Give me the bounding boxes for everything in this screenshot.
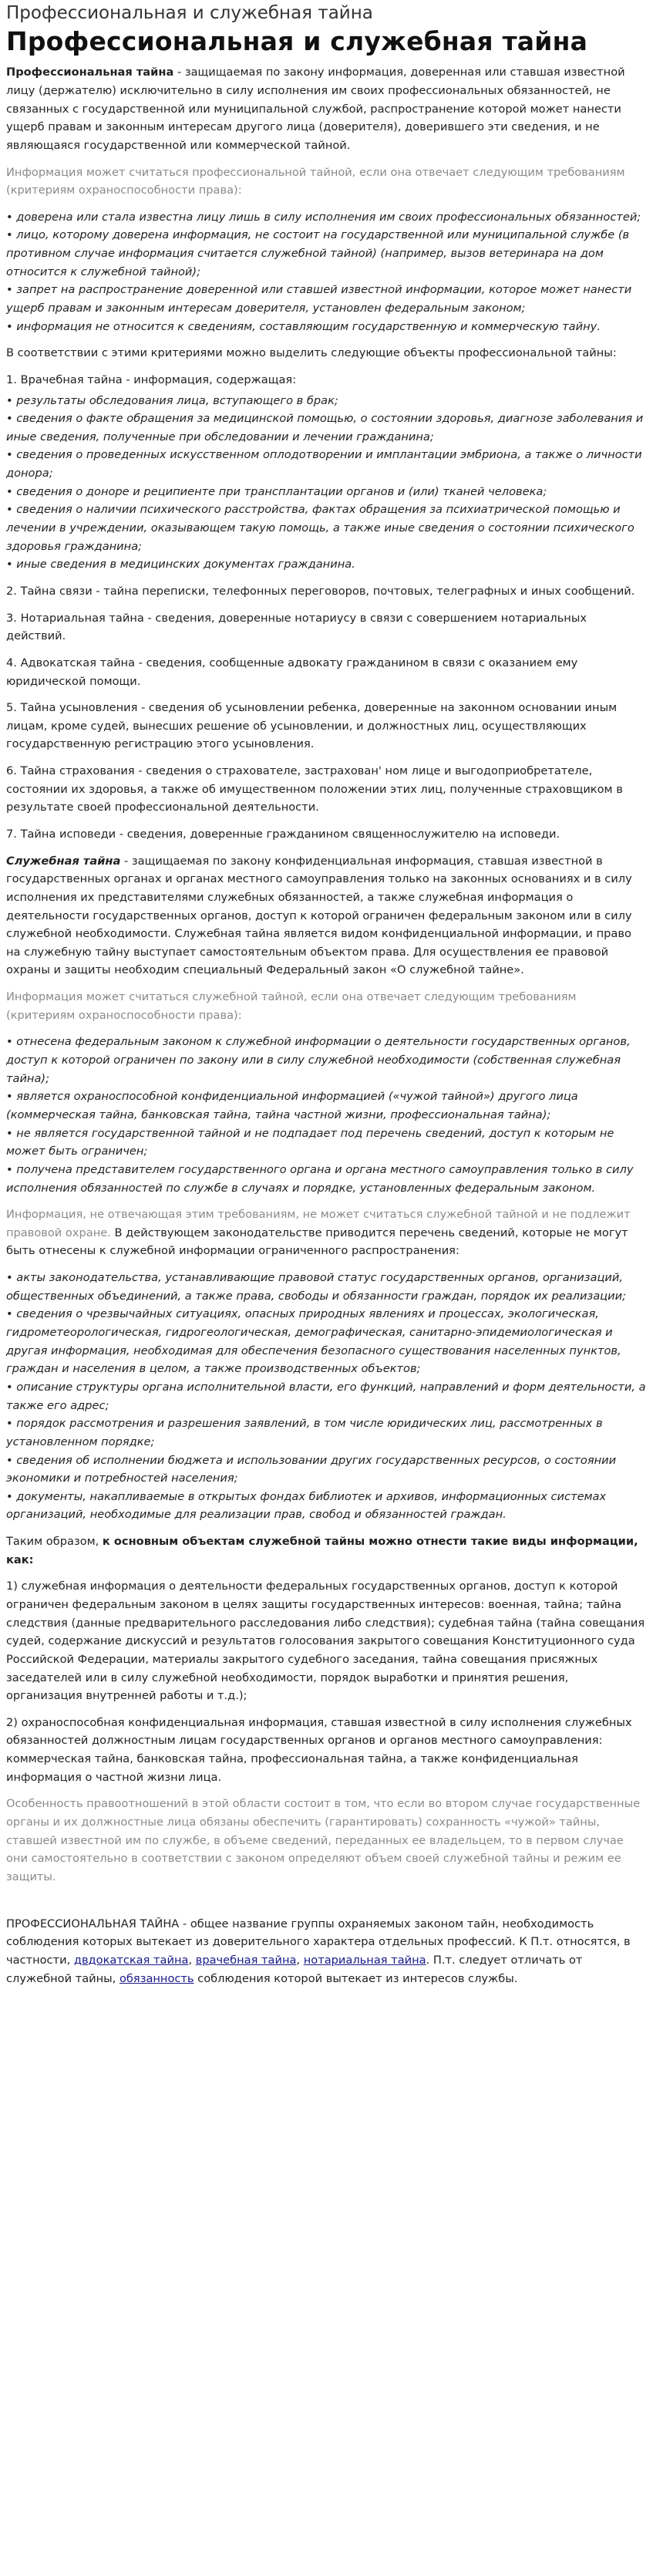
list-item: • доверена или стала известна лицу лишь в силу исполнения им своих профессиональных обязанностей;: [6, 210, 641, 224]
bold-text: к основным объектам служебной тайны можно отнести такие виды информации, как: [6, 1535, 638, 1566]
paragraph-service-definition: [6, 852, 647, 979]
list-item: • сведения о проведенных искусственном оплодотворении и имплантации эмбриона, а также о личности донора;: [6, 448, 642, 480]
paragraph-feature: Особенность правоотношений в этой области состоит в том, что если во втором случае государственные органы и их должностные лица обязаны обеспечить (гарантировать) сохранность «чужой» тайны, ставшей известной им по службе, в объеме сведений, переданных ее владельцем, то в первом случае они самостоятельно в соответствии с законом определяют объем своей служебной тайны и режим ее защиты.: [6, 1797, 641, 1883]
paragraph-text: . П.т. следует отличать от служебной тайны,: [6, 1953, 583, 1985]
paragraph-final: [6, 1915, 647, 1988]
term-professional-secret: Профессиональная тайна: [6, 66, 174, 79]
medical-secret-list: [6, 392, 647, 574]
paragraph-service-criteria-intro: Информация может считаться служебной тайной, если она отвечает следующим требованиям (критериям охраноспособности права):: [6, 990, 577, 1022]
criteria-list-service: [6, 1033, 647, 1197]
definition-text: - защищаемая по закону информация, доверенная или ставшая известной лицу (держателю) исключительно в силу исполнения им своих профессиональных обязанностей, не связанных с государственной или муниципальной службой, распространение которой может нанести ущерб правам и законным интересам другого лица (доверителя), доверившего эти сведения, и не являющаяся государственной или коммерческой тайной.: [6, 66, 625, 152]
list-item: • сведения об исполнении бюджета и использовании других государственных ресурсов, о состоянии экономики и потребностей населения;: [6, 1453, 617, 1485]
list-item: • сведения о факте обращения за медицинской помощью, о состоянии здоровья, диагнозе заболевания и иные сведения, полученные при обследовании и лечении гражданина;: [6, 412, 644, 443]
separator: ,: [188, 1953, 196, 1967]
paragraph-confidential-info: 2) охраноспособная конфиденциальная информация, ставшая известной в силу исполнения служебных обязанностей должностным лицам государственных органов и органов местного самоуправления: коммерческая тайна, банковская тайна, профессиональная тайна, а также конфиденциальная информация о частной жизни лица.: [6, 1715, 632, 1784]
list-item: • является охраноспособной конфиденциальной информацией («чужой тайной») другого лица (коммерческая тайна, банковская тайна, тайна частной жизни, профессиональная тайна);: [6, 1090, 578, 1121]
list-item: • сведения о наличии психического расстройства, фактах обращения за психиатрической помощью и лечении в учреждении, оказывающем такую помощь, а также иные сведения о состоянии психического здоровья гражданина;: [6, 503, 634, 553]
item-attorney-secret: 4. Адвокатская тайна - сведения, сообщенные адвокату гражданином в связи с оказанием ему юридической помощи.: [6, 656, 578, 688]
list-item: • сведения о доноре и реципиенте при трансплантации органов и (или) тканей человека;: [6, 484, 547, 498]
list-item: • иные сведения в медицинских документах гражданина.: [6, 558, 355, 572]
item-communication-secret: 2. Тайна связи - тайна переписки, телефонных переговоров, почтовых, телеграфных и иных сообщений.: [6, 584, 635, 598]
definition-text: - защищаемая по закону конфиденциальная информация, ставшая известной в государственных органах и органах местного самоуправления только на законных основаниях и в силу исполнения их представителями служебных обязанностей, а также служебная информация о деятельности государственных органов, доступ к которой ограничен федеральным законом или в силу служебной необходимости. Служебная тайна является видом конфиденциальной информации, и право на служебную тайну выступает самостоятельным объектом права. Для осуществления ее правовой охраны и защиты необходим специальный Федеральный закон «О служебной тайне».: [6, 854, 632, 977]
paragraph-text: Таким образом,: [6, 1535, 103, 1549]
list-item: • запрет на распространение доверенной или ставшей известной информации, которое может нанести ущерб правам и законным интересам доверителя, установлен федеральным законом;: [6, 283, 632, 315]
link-obligation[interactable]: обязанность: [119, 1971, 194, 1985]
link-medical-secret[interactable]: врачебная тайна: [195, 1953, 297, 1967]
paragraph-professional-definition: [6, 63, 647, 154]
list-item: • отнесена федеральным законом к служебной информации о деятельности государственных органов, доступ к которой ограничен по закону или в силу служебной необходимости (собственная служебная тайна);: [6, 1035, 631, 1085]
item-confession-secret: 7. Тайна исповеди - сведения, доверенные гражданином священнослужителю на исповеди.: [6, 828, 560, 841]
spacer: [6, 1895, 647, 1915]
list-item: • не является государственной тайной и не подпадает под перечень сведений, доступ к которым не может быть ограничен;: [6, 1126, 614, 1158]
paragraph-not-meeting: [6, 1205, 647, 1260]
paragraph-objects-intro: В соответствии с этими критериями можно выделить следующие объекты профессиональной тайны:: [6, 346, 617, 360]
item-notary-secret: 3. Нотариальная тайна - сведения, доверенные нотариусу в связи с совершением нотариальных действий.: [6, 611, 587, 643]
list-item: • лицо, которому доверена информация, не состоит на государственной или муниципальной службе (в противном случае информация считается служебной тайной) (например, вызов ветеринара на дом относится к служебной тайной);: [6, 228, 630, 278]
list-item: • результаты обследования лица, вступающего в брак;: [6, 393, 338, 407]
list-item: • информация не относится к сведениям, составляющим государственную и коммерческую тайну.: [6, 319, 601, 333]
criteria-list-professional: [6, 208, 647, 335]
link-notary-secret[interactable]: нотариальная тайна: [303, 1953, 426, 1967]
paragraph-service-info: 1) служебная информация о деятельности федеральных государственных органов, доступ к которой ограничен федеральным законом в целях защиты государственных интересов: военная, тайна; тайна следствия (данные предварительного расследования либо следствия); судебная тайна (тайна совещания судей, содержание дискуссий и результатов голосования закрытого совещания Конституционного суда Российской Федерации, материалы закрытого судебного заседания, тайна совещания присяжных заседателей или в силу служебной необходимости, порядок выработки и принятия решения, организация внутренней работы и т.д.);: [6, 1580, 645, 1703]
paragraph-main-objects: [6, 1532, 647, 1569]
paragraph-text: В действующем законодательстве приводится перечень сведений, которые не могут быть отнесены к служебной информации ограниченного распространения:: [6, 1226, 628, 1258]
link-attorney-secret[interactable]: двдокатская тайна: [73, 1953, 189, 1967]
list-item: • акты законодательства, устанавливающие правовой статус государственных органов, организаций, общественных объединений, а также права, свободы и обязанности граждан, порядок их реализации;: [6, 1271, 626, 1303]
muted-text: Информация, не отвечающая этим требованиям, не может считаться служебной тайной и не подлежит правовой охране.: [6, 1208, 631, 1239]
paragraph-text: соблюдения которой вытекает из интересов службы.: [194, 1971, 518, 1985]
item-insurance-secret: 6. Тайна страхования - сведения о страхователе, застрахован' ном лице и выгодоприобретателе, состоянии их здоровья, а также об имущественном положении этих лиц, полученные страховщиком в результате своей профессиональной деятельности.: [6, 764, 623, 814]
list-item: • получена представителем государственного органа и органа местного самоуправления только в силу исполнения обязанностей по службе в случаях и порядке, установленных федеральным законом.: [6, 1162, 634, 1195]
list-item: • документы, накапливаемые в открытых фондах библиотек и архивов, информационных системах организаций, необходимые для реализации прав, свобод и обязанностей граждан.: [6, 1489, 607, 1522]
paragraph-text: ПРОФЕССИОНАЛЬНАЯ ТАЙНА - общее название группы охраняемых законом тайн, необходимость соблюдения которых вытекает из доверительного характера отдельных профессий. К П.т. относятся, в частности,: [6, 1917, 631, 1967]
bold-punctuation: :: [29, 1553, 34, 1566]
list-item: • порядок рассмотрения и разрешения заявлений, в том числе юридических лиц, рассмотренных в установленном порядке;: [6, 1417, 603, 1448]
separator: ,: [296, 1953, 304, 1967]
list-item: • описание структуры органа исполнительной власти, его функций, направлений и форм деятельности, а также его адрес;: [6, 1380, 646, 1412]
item-adoption-secret: 5. Тайна усыновления - сведения об усыновлении ребенка, доверенные на законном основании иным лицам, кроме судей, вынесших решение об усыновлении, и должностных лиц, осуществляющих государственную регистрацию этого усыновления.: [6, 701, 618, 751]
not-restricted-list: [6, 1269, 647, 1524]
paragraph-criteria-intro: Информация может считаться профессиональной тайной, если она отвечает следующим требованиям (критериям охраноспособности права):: [6, 165, 625, 197]
term-service-secret: Служебная тайна: [6, 854, 121, 868]
list-item: • сведения о чрезвычайных ситуациях, опасных природных явлениях и процессах, экологическая, гидрометеорологическая, гидрогеологическая, демографическая, санитарно-эпидемиологическая и другая информация, необходимая для обеспечения безопасного существования населенных пунктов, граждан и населения в целом, а также производственных объектов;: [6, 1307, 621, 1376]
page-title: Профессиональная и служебная тайна: [6, 26, 588, 57]
site-title: Профессиональная и служебная тайна: [6, 3, 373, 23]
item-medical-secret-title: 1. Врачебная тайна - информация, содержащая:: [6, 373, 297, 386]
